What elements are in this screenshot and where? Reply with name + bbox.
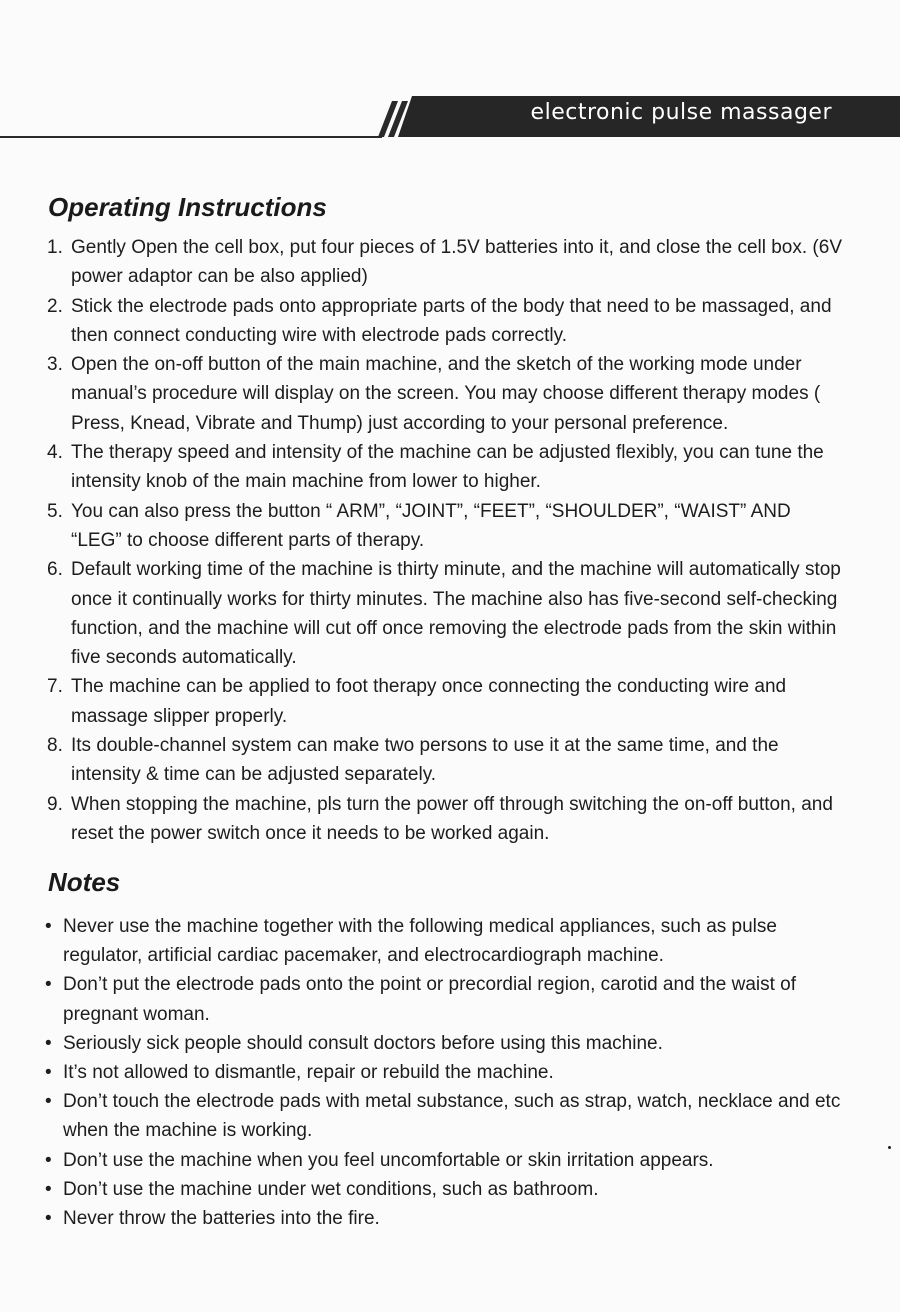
bullet-icon: • [45, 1032, 52, 1054]
note-item [44, 1204, 844, 1233]
note-text: Don’t use the machine when you feel uncomfortable or skin irritation appears. [63, 1149, 714, 1171]
instruction-number: 1. [47, 237, 63, 258]
instruction-text: Open the on-off button of the main machine, and the sketch of the working mode under manual’s procedure will display on the screen. You may choose different therapy modes ( Press, Knead, Vibrate and Thump) just according to your personal preference. [71, 354, 821, 434]
instruction-item [46, 438, 846, 497]
note-text: It’s not allowed to dismantle, repair or rebuild the machine. [63, 1062, 554, 1084]
operating-instructions-heading: Operating Instructions [48, 192, 327, 222]
note-item [44, 1058, 844, 1087]
note-item [44, 1146, 844, 1175]
instruction-number: 9. [47, 793, 63, 815]
operating-instructions-list [46, 233, 846, 848]
bullet-icon: • [45, 1178, 52, 1200]
note-text: Don’t use the machine under wet conditions, such as bathroom. [63, 1178, 599, 1200]
note-item [44, 912, 844, 970]
note-item [44, 1175, 844, 1204]
instruction-number: 4. [47, 442, 63, 464]
instruction-number: 6. [47, 559, 63, 581]
bullet-icon: • [45, 1062, 52, 1084]
instruction-item [46, 350, 846, 438]
instruction-text: Its double-channel system can make two persons to use it at the same time, and the intensity & time can be adjusted separately. [71, 735, 779, 786]
bullet-icon: • [45, 916, 52, 937]
instruction-text: You can also press the button “ ARM”, “JOINT”, “FEET”, “SHOULDER”, “WAIST” AND “LEG” to choose different parts of therapy. [71, 500, 791, 551]
instruction-text: Gently Open the cell box, put four pieces of 1.5V batteries into it, and close the cell box. (6V power adaptor can be also applied) [71, 237, 842, 288]
instruction-number: 8. [47, 735, 63, 757]
instruction-number: 2. [47, 295, 63, 317]
note-item [44, 1029, 844, 1058]
note-text: Seriously sick people should consult doctors before using this machine. [63, 1032, 663, 1054]
instruction-text: Stick the electrode pads onto appropriate parts of the body that need to be massaged, and then connect conducting wire with electrode pads correctly. [71, 295, 832, 346]
instruction-item [46, 233, 846, 292]
instruction-number: 7. [47, 676, 63, 698]
header-title: electronic pulse massager [530, 100, 832, 125]
instruction-text: The machine can be applied to foot therapy once connecting the conducting wire and massage slipper properly. [71, 676, 787, 727]
instruction-item [46, 731, 846, 790]
instruction-number: 5. [47, 500, 63, 522]
instruction-item [46, 555, 846, 672]
bullet-icon: • [45, 1208, 52, 1230]
bullet-icon: • [45, 1149, 52, 1171]
bullet-icon: • [45, 1091, 52, 1113]
scan-speck [888, 1146, 891, 1149]
note-item [44, 1087, 844, 1145]
instruction-text: When stopping the machine, pls turn the power off through switching the on-off button, and reset the power switch once it needs to be worked again. [71, 793, 833, 844]
note-text: Never throw the batteries into the fire. [63, 1208, 380, 1230]
instruction-text: Default working time of the machine is thirty minute, and the machine will automatically stop once it continually works for thirty minutes. The machine also has five-second self-checking function, and the machine will cut off once removing the electrode pads from the skin within five seconds automatically. [71, 559, 841, 669]
instruction-text: The therapy speed and intensity of the machine can be adjusted flexibly, you can tune the intensity knob of the main machine from lower to higher. [71, 442, 824, 493]
notes-heading: Notes [48, 867, 121, 897]
instruction-item [46, 790, 846, 849]
instruction-number: 3. [47, 354, 63, 376]
note-text: Never use the machine together with the following medical appliances, such as pulse regulator, artificial cardiac pacemaker, and electrocardiograph machine. [63, 916, 777, 967]
instruction-item [46, 672, 846, 731]
note-text: Don’t put the electrode pads onto the point or precordial region, carotid and the waist of pregnant woman. [63, 974, 797, 1025]
page-header-banner [0, 92, 900, 142]
instruction-item [46, 497, 846, 556]
instruction-item [46, 292, 846, 351]
note-item [44, 970, 844, 1028]
note-text: Don’t touch the electrode pads with metal substance, such as strap, watch, necklace and etc when the machine is working. [63, 1091, 841, 1142]
notes-list [44, 912, 844, 1233]
bullet-icon: • [45, 974, 52, 996]
